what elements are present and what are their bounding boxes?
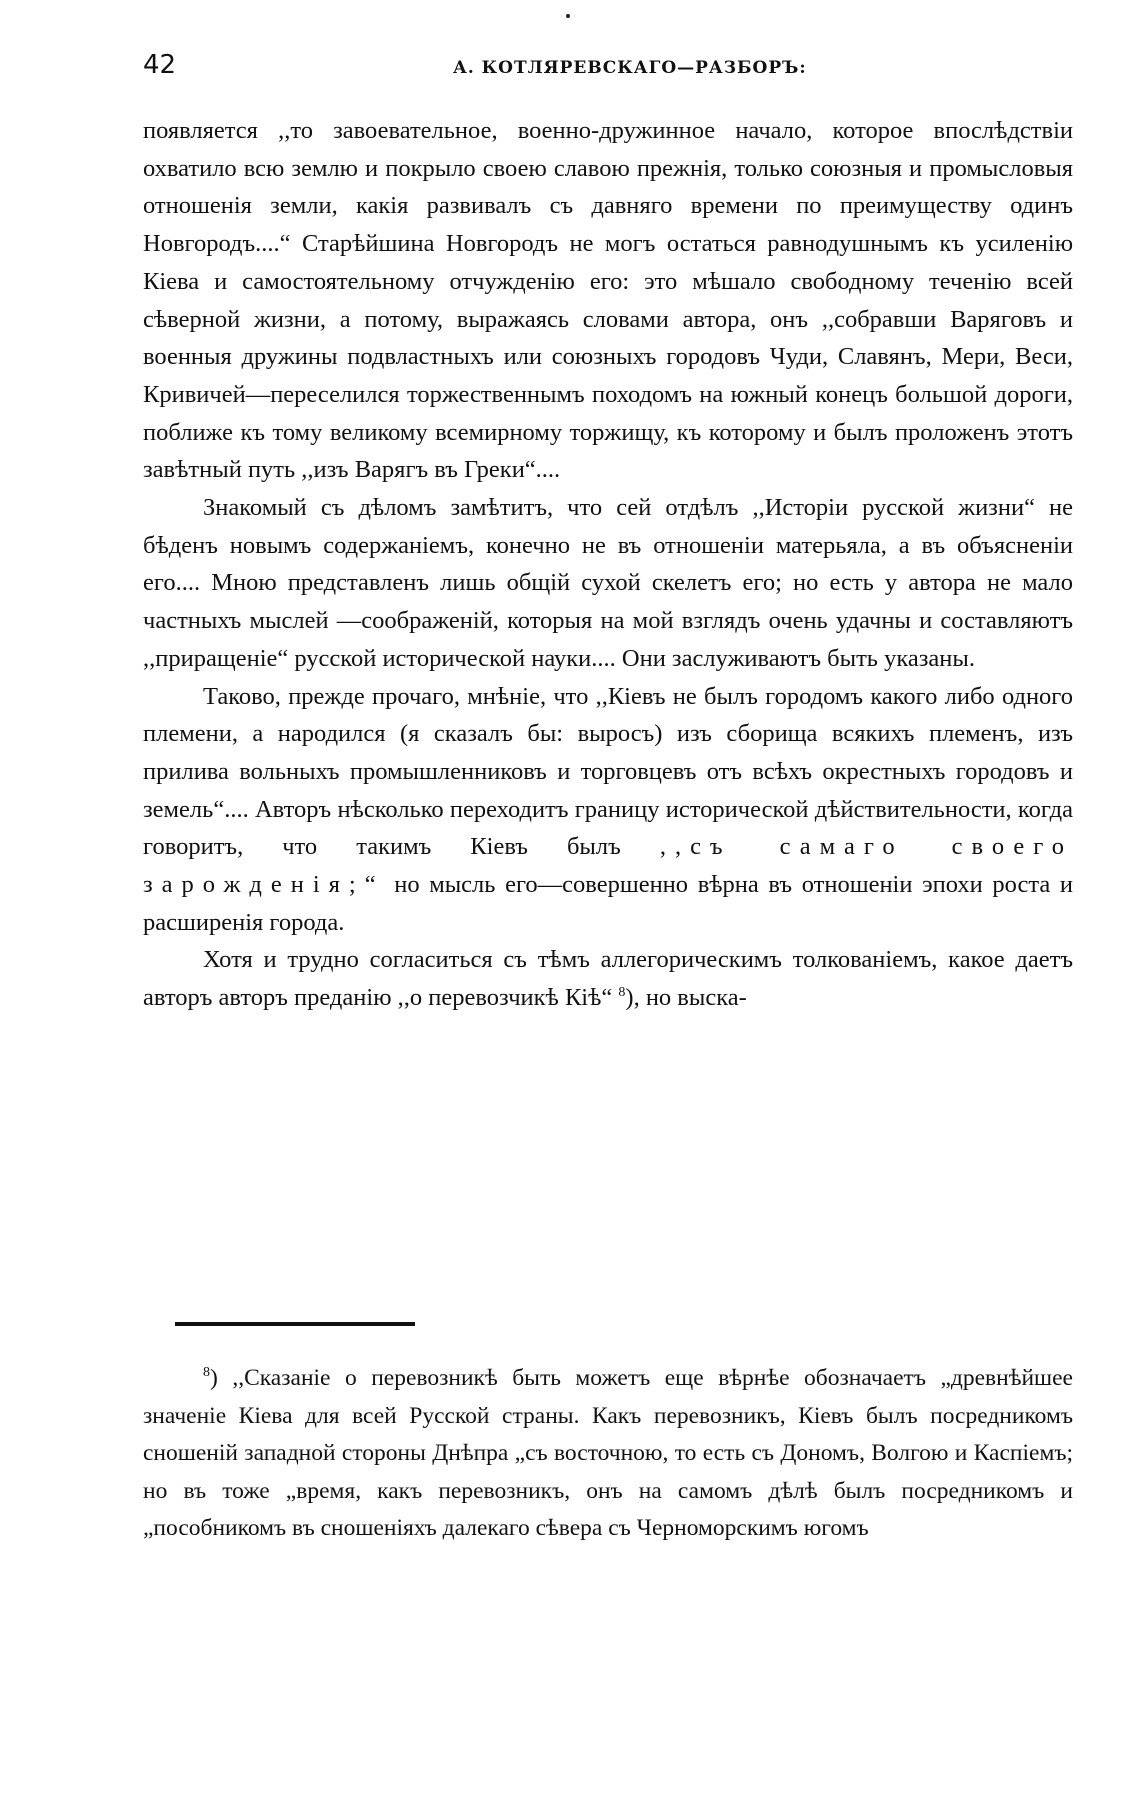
page-header: [143, 50, 1073, 86]
paragraph-4-text-before: Хотя и трудно согласиться съ тѣмъ аллегорическимъ толкованіемъ, какое даетъ авторъ авторъ преданію ,,о перевозчикѣ Кіѣ“: [143, 946, 1073, 1012]
page-number: 42: [143, 50, 177, 80]
paragraph-3: [143, 678, 1073, 942]
footnote-divider: [175, 1322, 415, 1326]
footnote-paragraph: [143, 1360, 1073, 1548]
paragraph-3-text-after: но мысль его—совершенно вѣрна въ отношеніи эпохи роста и расширенія города.: [143, 871, 1073, 936]
footnote-marker: 8: [203, 1365, 210, 1381]
paragraph-3-text-before: Таково, прежде прочаго, мнѣніе, что ,,Кіевъ не былъ городомъ какого либо одного племени, а народился (я сказалъ бы: выросъ) изъ сборища всякихъ племенъ, изъ прилива вольныхъ промышленниковъ и торговцевъ отъ всѣхъ окрестныхъ городовъ и земель“.... Авторъ нѣсколько переходитъ границу исторической дѣйствительности, когда говоритъ, что такимъ Кіевъ былъ: [143, 682, 1073, 861]
paragraph-2: Знакомый съ дѣломъ замѣтитъ, что сей отдѣлъ ,,Исторіи русской жизни“ не бѣденъ новымъ содержаніемъ, конечно не въ отношеніи матерьяла, а въ объясненіи его.... Мною представленъ лишь общій сухой скелетъ его; но есть у автора не мало частныхъ мыслей —соображеній, которыя на мой взглядъ очень удачны и составляютъ ,,приращеніе“ русской исторической науки.... Они заслуживаютъ быть указаны.: [143, 494, 1073, 672]
footnote-text: ) ,,Сказаніе о перевозникѣ быть можетъ еще вѣрнѣе обозначаетъ „древнѣйшее значеніе Кіева для всей Русской страны. Какъ перевозникъ, Кіевъ былъ посредникомъ сношеній западной стороны Днѣпра „съ восточною, то есть съ Дономъ, Волгою и Каспіемъ; но въ тоже „время, какъ перевозникъ, онъ на самомъ дѣлѣ былъ посредникомъ и „пособникомъ въ сношеніяхъ далекаго сѣвера съ Черноморскимъ югомъ: [143, 1365, 1073, 1542]
running-head: А. КОТЛЯРЕВСКАГО—РАЗБОРЪ:: [453, 58, 807, 78]
footnote-reference[interactable]: 8: [618, 985, 626, 1001]
paragraph-4: [143, 941, 1073, 1016]
paragraph-4-text-after: ), но выска-: [625, 984, 747, 1012]
footnote: [143, 1360, 1073, 1548]
paragraph-3-spaced-quote: ,,съ самаго своего зарожденія;“: [143, 833, 1073, 899]
print-speck: [566, 14, 570, 18]
paragraph-1: появляется ,,то завоевательное, военно-дружинное начало, которое впослѣдствіи охватило всю землю и покрыло своею славою прежнія, только союзныя и промысловыя отношенія земли, какія развивалъ съ давняго времени по преимуществу одинъ Новгородъ....“ Старѣйшина Новгородъ не могъ остаться равнодушнымъ къ усиленію Кіева и самостоятельному отчужденію его: это мѣшало свободному теченію всей сѣверной жизни, а потому, выражаясь словами автора, онъ ,,собравши Варяговъ и военныя дружины подвластныхъ или союзныхъ городовъ Чуди, Славянъ, Мери, Веси, Кривичей—переселился торжественнымъ походомъ на южный конецъ большой дороги, поближе къ тому великому всемирному торжищу, къ которому и былъ проложенъ этотъ завѣтный путь ,,изъ Варягъ въ Греки“....: [143, 117, 1073, 484]
main-text: [143, 112, 1073, 1017]
